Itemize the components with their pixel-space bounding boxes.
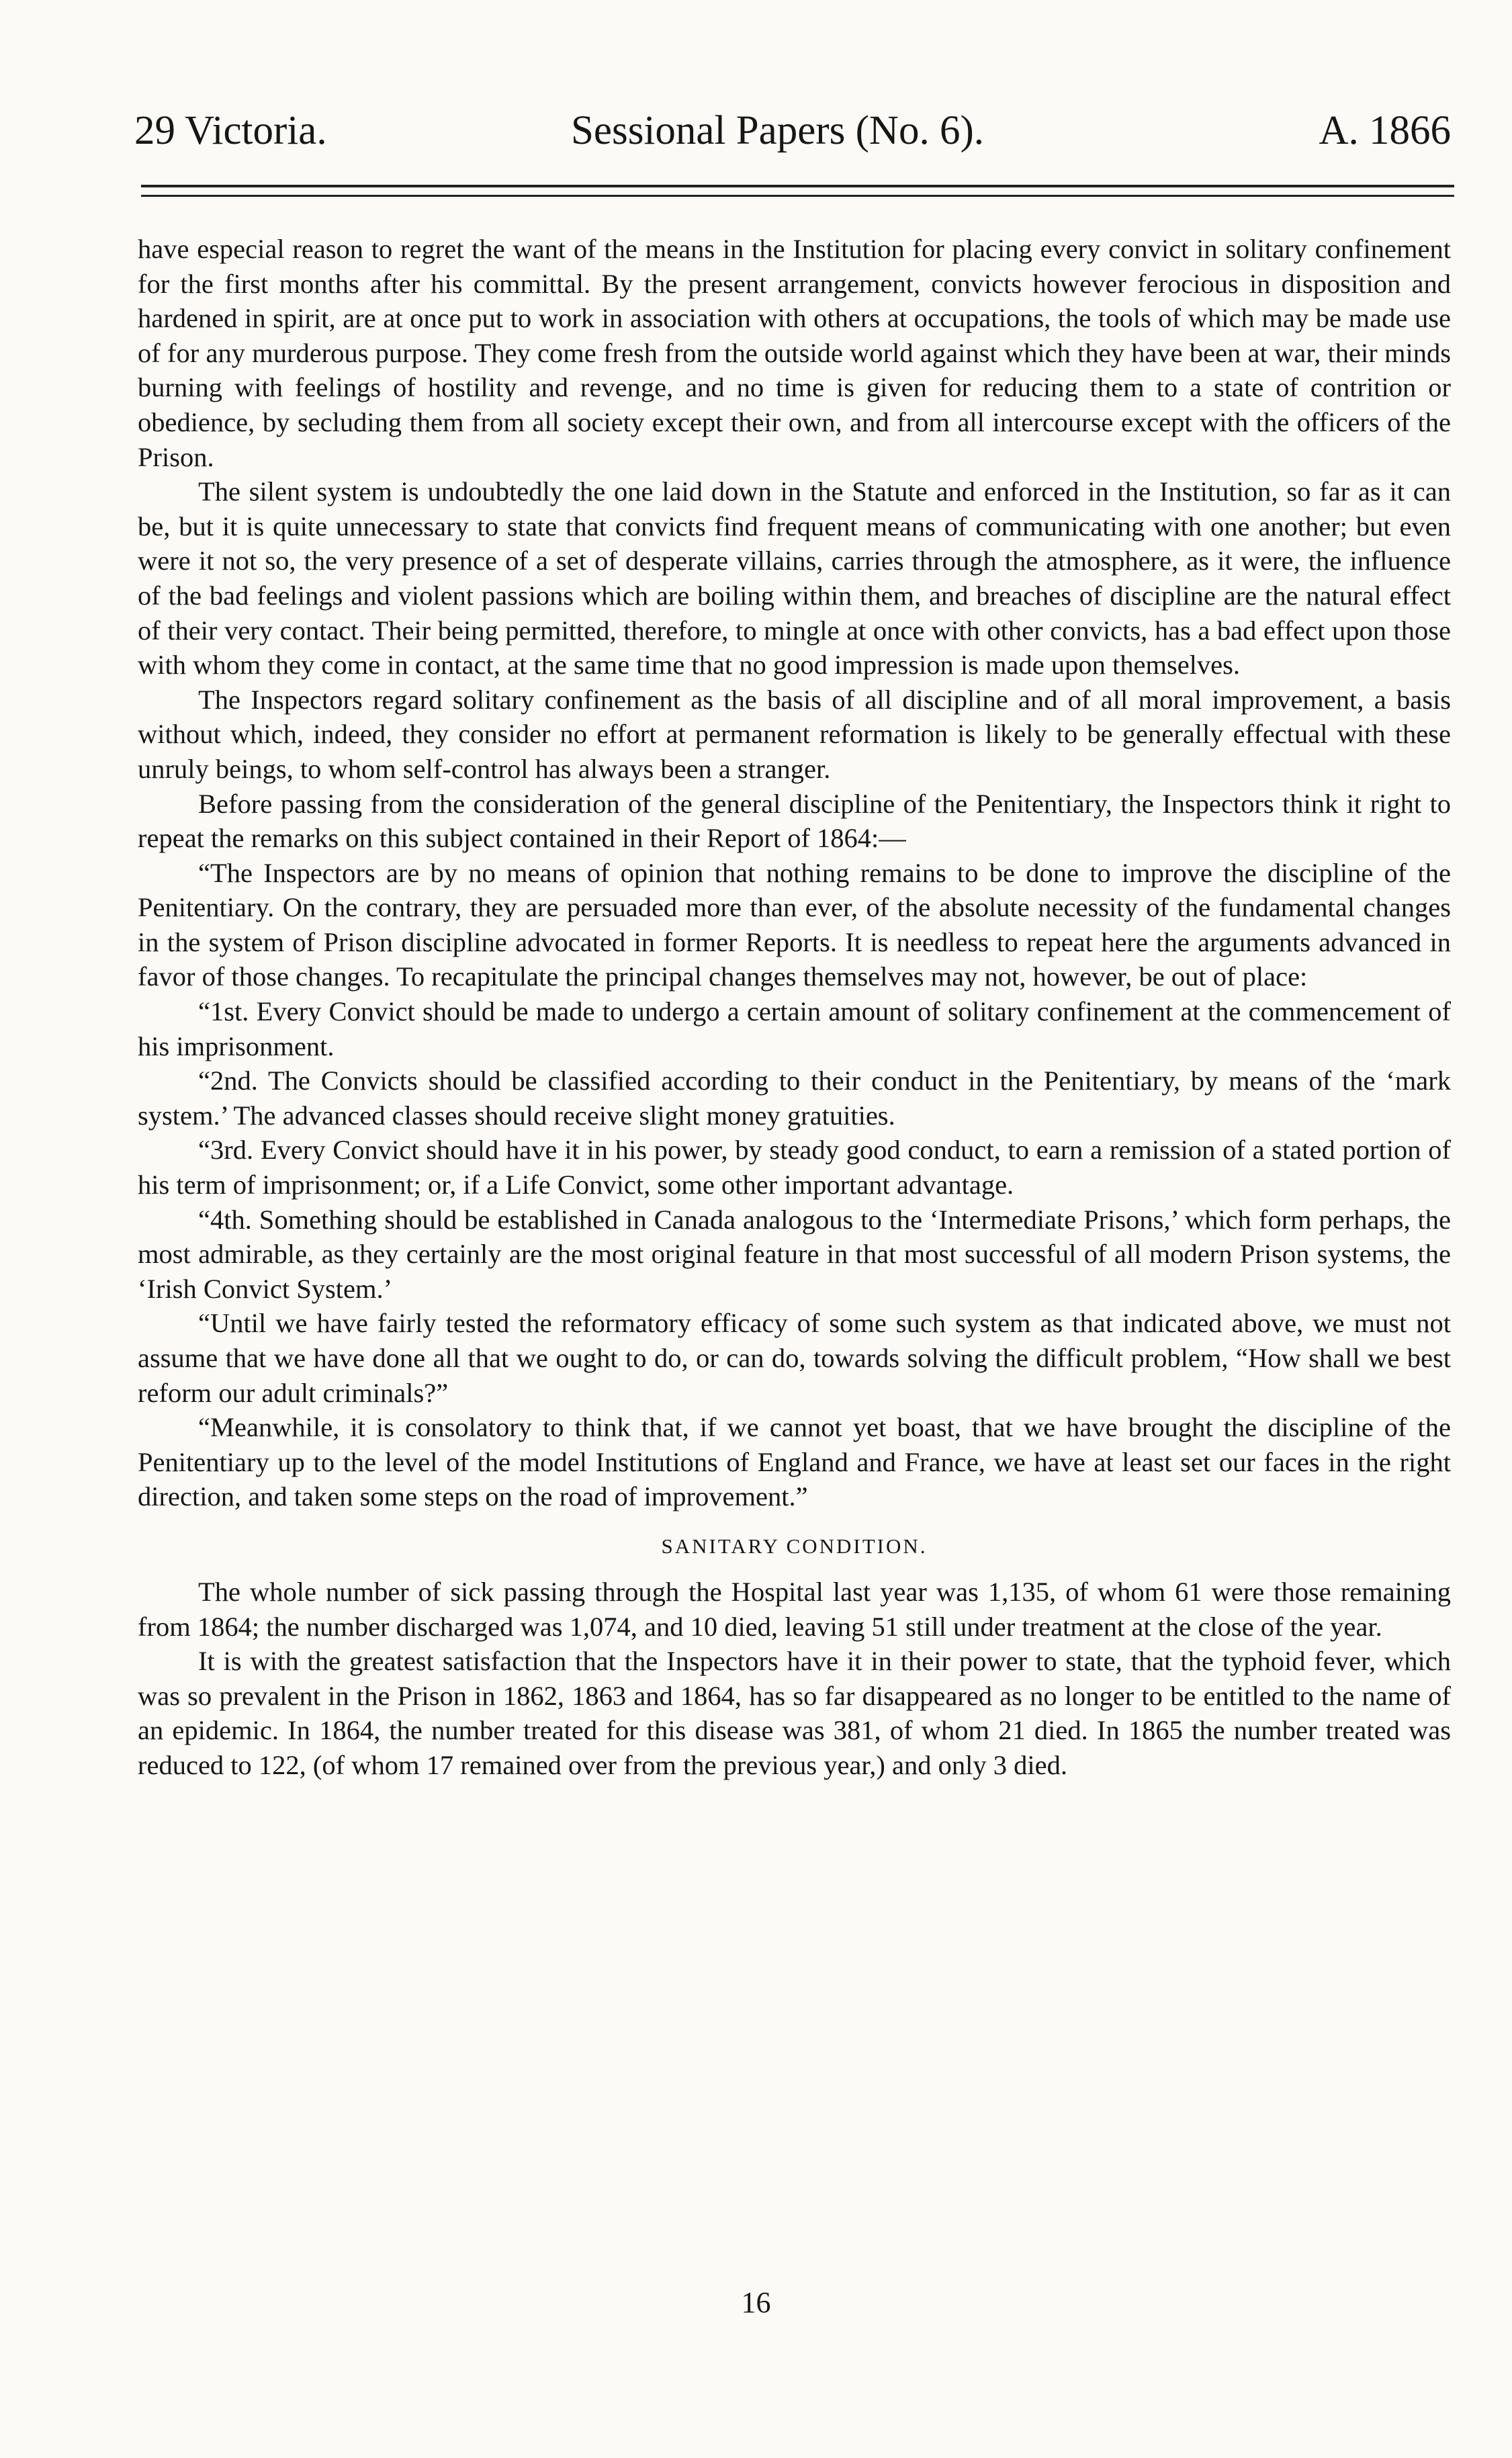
header-rule-bottom — [141, 195, 1454, 197]
paragraph: It is with the greatest satisfaction that the Inspectors have it in their power to state, that the typhoid fever, which was so prevalent in the Prison in 1862, 1863 and 1864, has so far disappeared as no longer to be entitled to the name of an epidemic. In 1864, the number treated for this disease was 381, of whom 21 died. In 1865 the number treated was reduced to 122, (of whom 17 remained over from the previous year,) and only 3 died. — [138, 1646, 1451, 1780]
paragraph: The whole number of sick passing through the Hospital last year was 1,135, of whom 61 were those remaining from 1864; the number discharged was 1,074, and 10 died, leaving 51 still under treatment at the close of the year. — [138, 1576, 1451, 1642]
section-heading: SANITARY CONDITION. — [661, 1534, 928, 1558]
quoted-paragraph: “4th. Something should be established in Canada analogous to the ‘Intermediate Prisons,’ which form perhaps, the most admirable, as they certainly are the most original feature in that most successful of all modern Prison systems, the ‘Irish Convict System.’ — [138, 1204, 1451, 1304]
page-number: 16 — [741, 2286, 771, 2319]
paragraph: Before passing from the consideration of the general discipline of the Penitentiary, the Inspectors think it right to repeat the remarks on this subject contained in their Report of 1864:— — [138, 788, 1451, 854]
running-header — [134, 101, 1451, 161]
paragraph: have especial reason to regret the want of the means in the Institution for placing every convict in solitary confinement for the first months after his committal. By the present arrangement, convicts however ferocious in disposition and hardened in spirit, are at once put to work in association with others at occupations, the tools of which may be made use of for any murderous purpose. They come fresh from the outside world against which they have been at war, their minds burning with feelings of hostility and revenge, and no time is given for reducing them to a state of contrition or obedience, by secluding them from all society except their own, and from all intercourse except with the officers of the Prison. — [138, 234, 1451, 472]
quoted-paragraph: “Until we have fairly tested the reformatory efficacy of some such system as that indicated above, we must not assume that we have done all that we ought to do, or can do, towards solving the difficult problem, “How shall we best reform our adult criminals?” — [138, 1308, 1451, 1408]
body-text — [138, 232, 1451, 1783]
quoted-paragraph: “2nd. The Convicts should be classified according to their conduct in the Penitentiary, by means of the ‘mark system.’ The advanced classes should receive slight money gratuities. — [138, 1065, 1451, 1131]
paragraph: The Inspectors regard solitary confinement as the basis of all discipline and of all moral improvement, a basis without which, indeed, they consider no effort at permanent reformation is likely to be generally effectual with these unruly beings, to whom self-control has always been a stranger. — [138, 684, 1451, 784]
quoted-paragraph: “1st. Every Convict should be made to undergo a certain amount of solitary confinement at the commencement of his imprisonment. — [138, 996, 1451, 1061]
quoted-paragraph: “The Inspectors are by no means of opinion that nothing remains to be done to improve the discipline of the Penitentiary. On the contrary, they are persuaded more than ever, of the absolute necessity of the fundamental changes in the system of Prison discipline advocated in former Reports. It is needless to repeat here the arguments advanced in favor of those changes. To recapitulate the principal changes themselves may not, however, be out of place: — [138, 857, 1451, 992]
header-title: Sessional Papers (No. 6). — [571, 108, 985, 153]
header-year: A. 1866 — [1319, 108, 1451, 153]
header-volume: 29 Victoria. — [134, 108, 327, 153]
header-rule-top — [141, 185, 1454, 187]
paragraph: The silent system is undoubtedly the one laid down in the Statute and enforced in the Institution, so far as it can be, but it is quite unnecessary to state that convicts find frequent means of communicating with one another; but even were it not so, the very presence of a set of desperate villains, carries through the atmosphere, as it were, the influence of the bad feelings and violent passions which are boiling within them, and breaches of discipline are the natural effect of their very contact. Their being permitted, therefore, to mingle at once with other convicts, has a bad effect upon those with whom they come in contact, at the same time that no good impression is made upon themselves. — [138, 476, 1451, 681]
quoted-paragraph: “3rd. Every Convict should have it in his power, by steady good conduct, to earn a remission of a stated portion of his term of imprisonment; or, if a Life Convict, some other important advantage. — [138, 1135, 1451, 1200]
quoted-paragraph: “Meanwhile, it is consolatory to think that, if we cannot yet boast, that we have brought the discipline of the Penitentiary up to the level of the model Institutions of England and France, we have at least set our faces in the right direction, and taken some steps on the road of improvement.” — [138, 1412, 1451, 1512]
